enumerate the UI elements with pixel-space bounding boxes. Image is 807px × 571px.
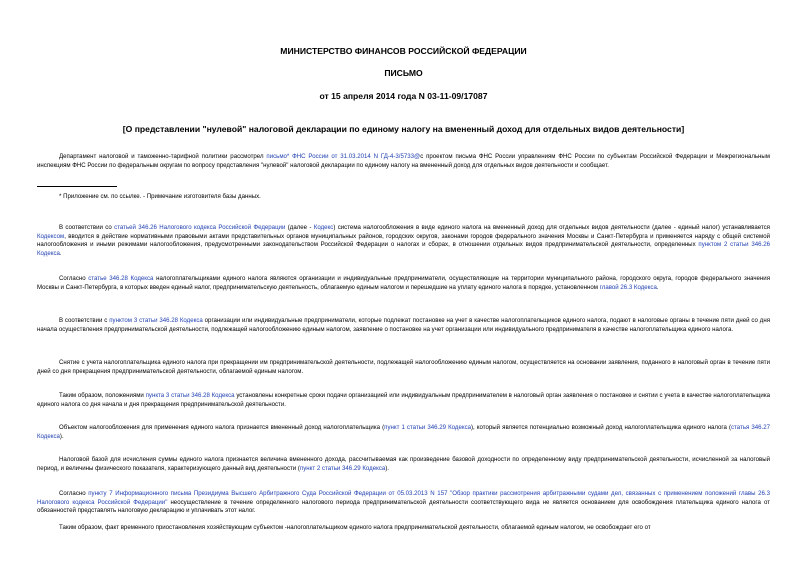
reference-link[interactable]: пункт 2 статьи 346.29 Кодекса [299,464,386,472]
document-type: ПИСЬМО [384,68,423,78]
reference-link[interactable]: пункт 1 статьи 346.29 Кодекса [384,424,472,431]
reference-link[interactable]: Кодексом [37,232,65,240]
paragraph [37,424,770,441]
paragraph-text: Согласно [59,490,89,497]
paragraph-text: неосуществление в течение определенного налогового периода предпринимательской деятельности соответствующего вида не является основанием для освобождения плательщика единого налога от обязанностей представлять налоговую декларацию и уплачивать этот налог. [37,498,771,515]
document-subject: [О представлении "нулевой" налоговой декларации по единому налогу на вмененный доход для отдельных видов деятельности] [122,124,685,134]
paragraph-text: ) система налогообложения в виде единого налога на вмененный доход для отдельных видов деятельности (далее - единый налог) устанавливается [333,224,770,231]
footnote-separator [37,186,117,187]
paragraph-text: налогоплательщиками единого налога являются организации и индивидуальные предприниматели, осуществляющие на территории муниципального района, городского округа, городов федерального значения Москвы и Санкт-Петербурга, в которых введен единый налог, предпринимательскую деятельность, облагаемую единым налогом и перешедшие на уплату единого налога в порядке, установленном [37,275,770,291]
reference-link[interactable]: главой 26.3 Кодекса [599,283,657,291]
paragraph-text: Снятие с учета налогоплательщика единого налога при прекращении им предпринимательской деятельности, подлежащей налогообложению единым налогом, осуществляется на основании заявления, поданного в налоговый орган в течение пяти дней со дня прекращения предпринимательской деятельности, облагаемой единым налогом. [37,359,770,375]
paragraph-text: установлены конкретные сроки подачи организацией или индивидуальным предпринимателем в налоговый орган заявления о постановке и снятии с учета в качестве налогоплательщика единого налога со дня начала и дня прекращения предпринимательской деятельности. [37,392,771,408]
paragraph-text: В соответствии со [59,224,115,231]
paragraph-text: Таким образом, положениями [59,392,146,399]
paragraph [37,317,770,334]
paragraph-text: Таким образом, факт временного приостановления хозяйствующим субъектом -налогоплательщиком единого налога предпринимательской деятельности, облагаемой единым налогом, не освобождает его от [59,524,651,531]
paragraph [37,524,770,533]
paragraph-text: (далее - [285,224,314,231]
paragraph-text: с проектом письма ФНС России управлениям ФНС России по субъектам Российской Федерации и Межрегиональным инспекциям ФНС России по федеральным округам по вопросу представления "нулевой" налоговой декларации по единому налогу на вмененный доход для отдельных видов деятельности и сообщает. [37,153,770,169]
reference-link[interactable]: пункта 3 статьи 346.28 Кодекса [145,392,235,399]
reference-link[interactable]: статье 346.28 Кодекса [88,275,154,282]
paragraph [37,275,770,292]
document-date-number: от 15 апреля 2014 года N 03-11-09/17087 [319,91,488,101]
paragraph-text: организации или индивидуальные предприниматели, которые подлежат постановке на учет в качестве налогоплательщиков единого налога, подают в налоговые органы в течение пяти дней со дня начала осуществления предпринимательской деятельности, подлежащей налогообложению единым налогом, заявление о постановке на учет организации или индивидуального предпринимателя в качестве налогоплательщика единого налога. [37,317,770,333]
paragraph-text: ), который является потенциально возможный доход налогоплательщика единого налога ( [471,424,731,431]
paragraph-text: . [656,283,659,291]
paragraph-text: ). [385,464,390,472]
paragraph [37,153,770,170]
reference-link[interactable]: статья 346.27 Кодекса [37,424,771,440]
reference-link[interactable]: Кодекс [313,224,334,231]
paragraph-text: Налоговой базой для исчисления суммы единого налога признается величина вмененного дохода, рассчитываемая как произведение базовой доходности по определенному виду предпринимательской деятельности, исчисленной за налоговый период, и величины физического показателя, характеризующего данный вид деятельности ( [37,456,770,472]
paragraph [37,456,770,473]
paragraph [37,392,770,409]
paragraph-text: , вводится в действие нормативными правовыми актами представительных органов муниципальных районов, городских округов, законами городов федерального значения Москвы и Санкт-Петербурга и применяется наряду с общей системой налогообложения и иными режимами налогообложения, предусмотренными законодательством Российской Федерации о налогах и сборах, в отношении отдельных видов предпринимательской деятельности, определенных [37,232,770,249]
footnote-text: * Приложение см. по ссылке. - Примечание изготовителя базы данных. [59,193,261,200]
paragraph-text: Согласно [59,275,89,282]
paragraph-text: В соответствии с [59,317,110,324]
reference-link[interactable]: письмо* ФНС России от 31.03.2014 N ГД-4-3/5733@ [266,153,421,160]
paragraph [37,224,770,258]
reference-link[interactable]: статьей 346.26 Налогового кодекса Российской Федерации [114,224,286,231]
reference-link[interactable]: пункту 7 Информационного письма Президиума Высшего Арбитражного Суда Российской Федерации от 05.03.2013 N 157 "Обзор практики рассмотрения арбитражными судами дел, связанных с применением положений главы 26.3 Налогового кодекса Российской Федерации" [37,490,770,506]
paragraph-text: Объектом налогообложения для применения единого налога признается вмененный доход налогоплательщика ( [59,424,385,431]
paragraph [37,359,770,376]
paragraph [37,490,770,516]
reference-link[interactable]: пунктом 3 статьи 346.28 Кодекса [109,317,203,324]
paragraph-text: Департамент налоговой и таможенно-тарифной политики рассмотрел [59,153,267,160]
paragraph-text: ). [59,432,64,440]
ministry-title: МИНИСТЕРСТВО ФИНАНСОВ РОССИЙСКОЙ ФЕДЕРАЦИИ [280,46,527,56]
paragraph-text: . [59,249,62,257]
reference-link[interactable]: пунктом 2 статьи 346.26 Кодекса [37,241,771,257]
